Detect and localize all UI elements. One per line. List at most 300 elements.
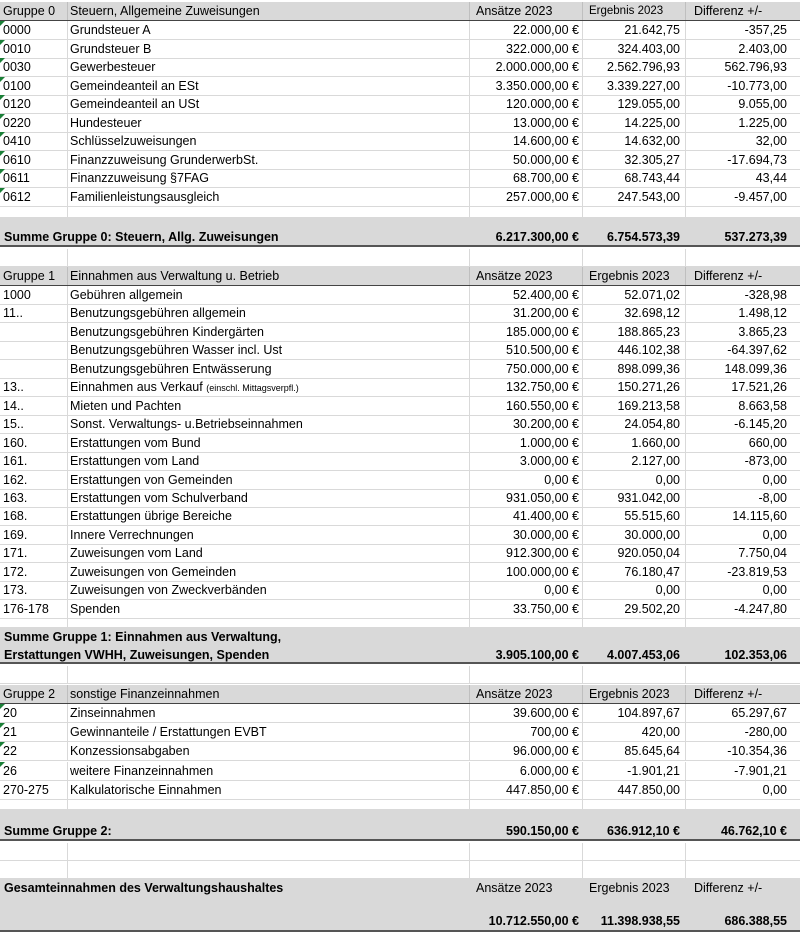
row-plan[interactable]: 912.300,00 € xyxy=(470,544,583,562)
row-diff[interactable]: -4.247,80 xyxy=(734,601,787,616)
sum-diff: 537.273,39 xyxy=(724,230,787,244)
group-header-row xyxy=(0,267,800,286)
row-result[interactable]: 68.743,44 xyxy=(583,169,686,187)
row-code[interactable]: 0010 xyxy=(0,40,68,58)
empty-row xyxy=(0,800,800,810)
empty-cell[interactable] xyxy=(68,666,470,683)
column-header-result: Ergebnis 2023 xyxy=(583,685,686,703)
row-code[interactable]: 22 xyxy=(0,742,68,760)
row-plan[interactable]: 41.400,00 € xyxy=(470,507,583,525)
empty-cell[interactable] xyxy=(583,618,686,627)
row-result[interactable]: 1.660,00 xyxy=(583,434,686,452)
row-name-cell[interactable] xyxy=(68,323,470,341)
row-name: Zinseinnahmen xyxy=(70,706,156,720)
sum-plan: 6.217.300,00 € xyxy=(495,230,579,244)
table-row xyxy=(0,415,800,434)
row-diff[interactable]: 17.521,26 xyxy=(731,380,787,395)
row-plan[interactable]: 14.600,00 € xyxy=(470,132,583,150)
column-header-result: Ergebnis 2023 xyxy=(583,267,686,285)
empty-cell[interactable] xyxy=(470,249,583,266)
row-code[interactable]: 0611 xyxy=(0,169,68,187)
row-result[interactable]: 14.225,00 xyxy=(583,114,686,132)
row-plan[interactable]: 68.700,00 € xyxy=(470,169,583,187)
empty-row xyxy=(0,810,800,822)
row-code[interactable]: 176-178 xyxy=(0,600,68,618)
row-diff[interactable]: 148.099,36 xyxy=(724,361,787,376)
row-plan[interactable]: 1.000,00 € xyxy=(470,434,583,452)
sum-plan: 590.150,00 € xyxy=(506,824,579,838)
row-diff[interactable]: 0,00 xyxy=(762,527,787,542)
empty-cell[interactable] xyxy=(0,800,68,809)
cell-marker-icon xyxy=(0,723,5,728)
row-plan[interactable]: 3.000,00 € xyxy=(470,452,583,470)
row-diff[interactable]: -7.901,21 xyxy=(734,763,787,778)
row-result[interactable]: 32.698,12 xyxy=(583,304,686,322)
row-name: Benutzungsgebühren Entwässerung xyxy=(70,361,272,376)
row-plan[interactable]: 0,00 € xyxy=(470,581,583,599)
table-row xyxy=(0,563,800,582)
row-plan[interactable]: 3.350.000,00 € xyxy=(470,77,583,95)
table-row xyxy=(0,723,800,742)
table-row xyxy=(0,378,800,397)
row-result[interactable]: 76.180,47 xyxy=(583,563,686,581)
table-row xyxy=(0,114,800,133)
row-plan[interactable]: 750.000,00 € xyxy=(470,360,583,378)
row-name-cell[interactable] xyxy=(68,415,470,433)
row-result[interactable]: 0,00 xyxy=(583,471,686,489)
row-name-cell[interactable] xyxy=(68,286,470,304)
row-diff[interactable]: 0,00 xyxy=(762,472,787,487)
row-result[interactable]: 247.543,00 xyxy=(583,188,686,206)
empty-cell[interactable] xyxy=(686,861,800,878)
row-plan[interactable]: 0,00 € xyxy=(470,471,583,489)
row-result[interactable]: 55.515,60 xyxy=(583,507,686,525)
row-code[interactable]: 0612 xyxy=(0,188,68,206)
cell-marker-icon xyxy=(0,704,5,709)
row-name-cell[interactable] xyxy=(68,452,470,470)
row-name-cell[interactable] xyxy=(68,507,470,525)
row-code[interactable]: 15.. xyxy=(0,415,68,433)
empty-row xyxy=(0,218,800,228)
row-plan[interactable]: 30.000,00 € xyxy=(470,526,583,544)
row-code[interactable]: 21 xyxy=(0,723,68,741)
cell-marker-icon xyxy=(0,114,5,119)
cell-marker-icon xyxy=(0,188,5,193)
row-name: weitere Finanzeinnahmen xyxy=(70,763,214,778)
group-title: Einnahmen aus Verwaltung u. Betrieb xyxy=(68,267,470,285)
row-plan[interactable]: 100.000,00 € xyxy=(470,563,583,581)
sum-label: Summe Gruppe 0: Steuern, Allg. Zuweisungen xyxy=(4,230,279,244)
row-name: Grundsteuer A xyxy=(70,23,151,37)
total-label: Gesamteinnahmen des Verwaltungshaushaltes xyxy=(4,881,284,895)
table-row xyxy=(0,151,800,170)
cell-marker-icon xyxy=(0,762,5,767)
row-code[interactable]: 171. xyxy=(0,544,68,562)
row-name-cell[interactable] xyxy=(68,169,470,187)
row-result[interactable]: 169.213,58 xyxy=(583,397,686,415)
row-diff[interactable]: -17.694,73 xyxy=(727,152,787,167)
cell-marker-icon xyxy=(0,40,5,45)
row-name-cell[interactable] xyxy=(68,132,470,150)
empty-cell[interactable] xyxy=(686,666,800,683)
empty-cell[interactable] xyxy=(470,206,583,217)
row-name-cell[interactable] xyxy=(68,378,470,396)
empty-cell[interactable] xyxy=(68,861,470,878)
table-row xyxy=(0,471,800,490)
row-code[interactable] xyxy=(0,360,68,378)
row-code[interactable]: 0000 xyxy=(0,21,68,39)
group-header-row xyxy=(0,2,800,21)
row-result[interactable]: 104.897,67 xyxy=(583,704,686,722)
table-row xyxy=(0,526,800,545)
total-diff: 686.388,55 xyxy=(724,914,787,928)
table-row xyxy=(0,489,800,508)
row-name-cell[interactable] xyxy=(68,434,470,452)
row-code[interactable]: 169. xyxy=(0,526,68,544)
table-row xyxy=(0,507,800,526)
row-diff[interactable]: 14.115,60 xyxy=(732,509,787,524)
empty-cell[interactable] xyxy=(68,800,470,809)
row-plan[interactable]: 30.200,00 € xyxy=(470,415,583,433)
row-name-cell[interactable] xyxy=(68,341,470,359)
empty-cell[interactable] xyxy=(686,206,800,217)
row-result[interactable]: 920.050,04 xyxy=(583,544,686,562)
row-plan[interactable]: 160.550,00 € xyxy=(470,397,583,415)
empty-cell[interactable] xyxy=(583,800,686,809)
row-plan[interactable]: 50.000,00 € xyxy=(470,151,583,169)
row-result[interactable]: 21.642,75 xyxy=(583,21,686,39)
empty-cell[interactable] xyxy=(68,618,470,627)
total-header-row xyxy=(0,879,800,898)
row-result[interactable]: -1.901,21 xyxy=(583,762,686,780)
table-row xyxy=(0,762,800,781)
row-diff[interactable]: 9.055,00 xyxy=(738,97,787,111)
empty-cell[interactable] xyxy=(0,861,68,878)
group-sum-row xyxy=(0,228,800,247)
row-result[interactable]: 85.645,64 xyxy=(583,742,686,760)
row-plan[interactable]: 120.000,00 € xyxy=(470,95,583,113)
row-result[interactable]: 931.042,00 xyxy=(583,489,686,507)
row-diff[interactable]: -10.773,00 xyxy=(727,78,787,93)
row-plan[interactable]: 2.000.000,00 € xyxy=(470,58,583,76)
cell-marker-icon xyxy=(0,151,5,156)
table-row xyxy=(0,40,800,59)
row-name-cell[interactable] xyxy=(68,704,470,722)
row-result[interactable]: 2.562.796,93 xyxy=(583,58,686,76)
row-plan[interactable]: 447.850,00 € xyxy=(470,781,583,799)
row-result[interactable]: 3.339.227,00 xyxy=(583,77,686,95)
empty-cell[interactable] xyxy=(583,843,686,860)
row-name-cell[interactable] xyxy=(68,95,470,113)
row-code[interactable]: 14.. xyxy=(0,397,68,415)
row-plan[interactable]: 322.000,00 € xyxy=(470,40,583,58)
row-name: Hundesteuer xyxy=(70,115,142,130)
empty-cell[interactable] xyxy=(470,618,583,627)
sum-label-line2: Erstattungen VWHH, Zuweisungen, Spenden xyxy=(4,648,270,662)
row-code[interactable]: 0100 xyxy=(0,77,68,95)
row-code[interactable]: 162. xyxy=(0,471,68,489)
row-result[interactable]: 420,00 xyxy=(583,723,686,741)
row-name-cell[interactable] xyxy=(68,77,470,95)
row-name-cell[interactable] xyxy=(68,114,470,132)
row-code[interactable]: 160. xyxy=(0,434,68,452)
row-result[interactable]: 24.054,80 xyxy=(583,415,686,433)
row-name-cell[interactable] xyxy=(68,40,470,58)
group-title: Steuern, Allgemeine Zuweisungen xyxy=(68,2,470,20)
row-result[interactable]: 52.071,02 xyxy=(583,286,686,304)
empty-cell[interactable] xyxy=(470,800,583,809)
row-name-cell[interactable] xyxy=(68,600,470,618)
empty-cell[interactable] xyxy=(583,861,686,878)
row-diff[interactable]: -64.397,62 xyxy=(727,343,787,358)
row-code[interactable]: 0610 xyxy=(0,151,68,169)
row-name-cell[interactable] xyxy=(68,304,470,322)
empty-cell[interactable] xyxy=(583,666,686,683)
row-name: Finanzzuweisung §7FAG xyxy=(70,171,209,185)
row-name-cell[interactable] xyxy=(68,151,470,169)
empty-cell[interactable] xyxy=(470,666,583,683)
row-diff[interactable]: 562.796,93 xyxy=(724,60,787,74)
row-code[interactable]: 13.. xyxy=(0,378,68,396)
row-name-cell[interactable] xyxy=(68,742,470,760)
row-plan[interactable]: 96.000,00 € xyxy=(470,742,583,760)
row-code[interactable]: 0410 xyxy=(0,132,68,150)
empty-cell[interactable] xyxy=(583,249,686,266)
empty-cell[interactable] xyxy=(583,206,686,217)
table-row xyxy=(0,600,800,619)
row-name-cell[interactable] xyxy=(68,544,470,562)
row-diff[interactable]: -23.819,53 xyxy=(727,564,787,579)
row-name: Erstattungen vom Schulverband xyxy=(70,490,248,505)
empty-cell[interactable] xyxy=(686,618,800,627)
sum-result: 636.912,10 € xyxy=(607,824,680,838)
empty-cell[interactable] xyxy=(68,206,470,217)
row-code[interactable]: 173. xyxy=(0,581,68,599)
row-name: Sonst. Verwaltungs- u.Betriebseinnahmen xyxy=(70,417,303,432)
row-result[interactable]: 188.865,23 xyxy=(583,323,686,341)
row-diff[interactable]: 7.750,04 xyxy=(738,546,787,561)
empty-cell[interactable] xyxy=(686,249,800,266)
row-result[interactable]: 30.000,00 xyxy=(583,526,686,544)
row-name-cell[interactable] xyxy=(68,489,470,507)
row-diff[interactable]: -6.145,20 xyxy=(734,417,787,432)
row-result[interactable]: 32.305,27 xyxy=(583,151,686,169)
row-name: Gemeindeanteil an ESt xyxy=(70,78,199,93)
row-plan[interactable]: 257.000,00 € xyxy=(470,188,583,206)
row-name-cell[interactable] xyxy=(68,762,470,780)
row-diff[interactable]: 1.225,00 xyxy=(738,115,787,130)
cell-marker-icon xyxy=(0,132,5,137)
empty-cell[interactable] xyxy=(686,800,800,809)
group-code: Gruppe 0 xyxy=(0,2,68,20)
row-result[interactable]: 0,00 xyxy=(583,581,686,599)
total-result: 11.398.938,55 xyxy=(600,914,680,928)
column-header-result: Ergebnis 2023 xyxy=(589,881,670,895)
empty-cell[interactable] xyxy=(686,843,800,860)
row-name: Schlüsselzuweisungen xyxy=(70,134,197,148)
cell-marker-icon xyxy=(0,742,5,747)
row-code[interactable]: 26 xyxy=(0,762,68,780)
row-code[interactable]: 1000 xyxy=(0,286,68,304)
row-diff[interactable]: -9.457,00 xyxy=(734,189,787,204)
row-result[interactable]: 14.632,00 xyxy=(583,132,686,150)
row-name-cell[interactable] xyxy=(68,581,470,599)
row-result[interactable]: 898.099,36 xyxy=(583,360,686,378)
row-diff[interactable]: 1.498,12 xyxy=(738,306,787,321)
column-header-plan: Ansätze 2023 xyxy=(470,267,583,285)
row-plan[interactable]: 185.000,00 € xyxy=(470,323,583,341)
row-plan[interactable]: 52.400,00 € xyxy=(470,286,583,304)
empty-cell[interactable] xyxy=(470,861,583,878)
empty-cell[interactable] xyxy=(0,843,68,860)
row-name: Zuweisungen vom Land xyxy=(70,546,203,561)
row-plan[interactable]: 700,00 € xyxy=(470,723,583,741)
row-name-cell[interactable] xyxy=(68,723,470,741)
total-sum-row xyxy=(0,898,800,932)
column-header-result: Ergebnis 2023 xyxy=(583,2,686,20)
group-sum-row xyxy=(0,628,800,664)
row-name-cell[interactable] xyxy=(68,781,470,799)
empty-row xyxy=(0,618,800,628)
row-plan[interactable]: 13.000,00 € xyxy=(470,114,583,132)
row-plan[interactable]: 22.000,00 € xyxy=(470,21,583,39)
sum-diff: 46.762,10 € xyxy=(720,824,787,838)
row-name: Erstattungen übrige Bereiche xyxy=(70,509,232,524)
table-row xyxy=(0,304,800,323)
row-name-cell[interactable] xyxy=(68,397,470,415)
table-row xyxy=(0,397,800,416)
row-name-cell[interactable] xyxy=(68,188,470,206)
row-result[interactable]: 324.403,00 xyxy=(583,40,686,58)
row-diff[interactable]: -280,00 xyxy=(744,725,787,740)
row-name-note: (einschl. Mittagsverpfl.) xyxy=(206,383,299,394)
row-result[interactable]: 129.055,00 xyxy=(583,95,686,113)
sum-result: 4.007.453,06 xyxy=(607,648,680,662)
row-diff[interactable]: -357,25 xyxy=(744,23,787,37)
row-name: Gewinnanteile / Erstattungen EVBT xyxy=(70,725,267,740)
row-code[interactable]: 168. xyxy=(0,507,68,525)
empty-cell[interactable] xyxy=(0,618,68,627)
row-diff[interactable]: 8.663,58 xyxy=(738,398,787,413)
empty-cell[interactable] xyxy=(470,843,583,860)
empty-row xyxy=(0,861,800,879)
sum-plan: 3.905.100,00 € xyxy=(495,648,579,662)
empty-row xyxy=(0,249,800,267)
column-header-diff: Differenz +/- xyxy=(694,687,763,701)
table-row xyxy=(0,704,800,723)
row-plan[interactable]: 132.750,00 € xyxy=(470,378,583,396)
empty-row xyxy=(0,206,800,218)
empty-cell[interactable] xyxy=(68,249,470,266)
table-row xyxy=(0,581,800,600)
row-code[interactable]: 0030 xyxy=(0,58,68,76)
row-diff[interactable]: 65.297,67 xyxy=(731,706,787,720)
row-name: Innere Verrechnungen xyxy=(70,527,194,542)
row-code[interactable]: 270-275 xyxy=(0,781,68,799)
column-header-plan: Ansätze 2023 xyxy=(476,881,553,895)
row-plan[interactable]: 6.000,00 € xyxy=(470,762,583,780)
row-plan[interactable]: 39.600,00 € xyxy=(470,704,583,722)
row-name: Spenden xyxy=(70,601,121,616)
row-diff[interactable]: 43,44 xyxy=(755,171,787,185)
row-name: Zuweisungen von Zweckverbänden xyxy=(70,583,267,598)
row-diff[interactable]: 2.403,00 xyxy=(738,41,787,56)
row-name: Erstattungen vom Bund xyxy=(70,435,201,450)
row-diff[interactable]: 0,00 xyxy=(762,583,787,598)
table-row xyxy=(0,169,800,188)
row-name-cell[interactable] xyxy=(68,360,470,378)
row-diff[interactable]: -873,00 xyxy=(744,454,787,469)
row-name-cell[interactable] xyxy=(68,526,470,544)
row-name: Benutzungsgebühren allgemein xyxy=(70,306,246,321)
table-row xyxy=(0,21,800,40)
row-name-cell[interactable] xyxy=(68,21,470,39)
table-row xyxy=(0,544,800,563)
row-plan[interactable]: 510.500,00 € xyxy=(470,341,583,359)
row-name: Gebühren allgemein xyxy=(70,288,183,302)
table-row xyxy=(0,323,800,342)
row-result[interactable]: 29.502,20 xyxy=(583,600,686,618)
cell-marker-icon xyxy=(0,77,5,82)
row-result[interactable]: 150.271,26 xyxy=(583,378,686,396)
row-plan[interactable]: 931.050,00 € xyxy=(470,489,583,507)
column-header-diff: Differenz +/- xyxy=(694,269,763,283)
row-code[interactable]: 11.. xyxy=(0,304,68,322)
row-code[interactable]: 0220 xyxy=(0,114,68,132)
table-row xyxy=(0,58,800,77)
row-name: Mieten und Pachten xyxy=(70,398,182,413)
row-result[interactable]: 446.102,38 xyxy=(583,341,686,359)
table-row xyxy=(0,360,800,379)
row-code[interactable] xyxy=(0,341,68,359)
row-code[interactable]: 163. xyxy=(0,489,68,507)
row-diff[interactable]: -328,98 xyxy=(744,288,787,302)
row-name-cell[interactable] xyxy=(68,471,470,489)
empty-cell[interactable] xyxy=(68,843,470,860)
row-name: Grundsteuer B xyxy=(70,41,152,56)
column-header-plan: Ansätze 2023 xyxy=(470,2,583,20)
row-diff[interactable]: 32,00 xyxy=(755,134,787,148)
empty-cell[interactable] xyxy=(0,249,68,266)
row-code[interactable]: 161. xyxy=(0,452,68,470)
row-diff[interactable]: -8,00 xyxy=(758,490,787,505)
row-result[interactable]: 447.850,00 xyxy=(583,781,686,799)
row-code[interactable] xyxy=(0,323,68,341)
cell-marker-icon xyxy=(0,95,5,100)
empty-cell[interactable] xyxy=(0,206,68,217)
row-name-cell[interactable] xyxy=(68,563,470,581)
column-header-plan: Ansätze 2023 xyxy=(470,685,583,703)
empty-cell[interactable] xyxy=(0,666,68,683)
table-row xyxy=(0,77,800,96)
table-row xyxy=(0,341,800,360)
row-diff[interactable]: 3.865,23 xyxy=(738,324,787,339)
row-name: Einnahmen aus Verkauf xyxy=(70,380,203,395)
row-plan[interactable]: 33.750,00 € xyxy=(470,600,583,618)
row-plan[interactable]: 31.200,00 € xyxy=(470,304,583,322)
column-header-diff: Differenz +/- xyxy=(694,4,763,18)
row-result[interactable]: 2.127,00 xyxy=(583,452,686,470)
row-name-cell[interactable] xyxy=(68,58,470,76)
row-name: Kalkulatorische Einnahmen xyxy=(70,782,222,797)
row-diff[interactable]: 660,00 xyxy=(748,435,787,450)
row-code[interactable]: 20 xyxy=(0,704,68,722)
row-diff[interactable]: 0,00 xyxy=(762,782,787,797)
row-diff[interactable]: -10.354,36 xyxy=(727,744,787,759)
table-row xyxy=(0,95,800,114)
row-code[interactable]: 172. xyxy=(0,563,68,581)
row-code[interactable]: 0120 xyxy=(0,95,68,113)
